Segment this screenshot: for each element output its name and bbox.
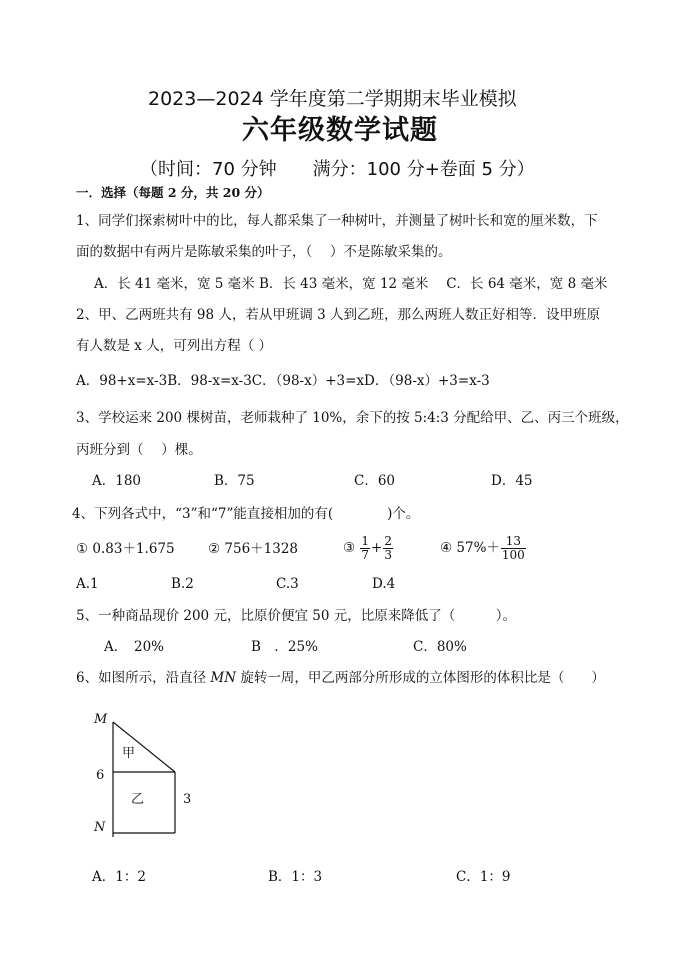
q6-line1-mn: MN: [210, 670, 237, 686]
q4-item3-f2-den: 3: [384, 548, 392, 562]
q5-option-b: B ．25%: [251, 639, 318, 655]
exam-main-title: 六年级数学试题: [242, 115, 438, 146]
figure-label-n: N: [94, 820, 106, 835]
q3-option-c: C．60: [354, 473, 396, 489]
q6-option-c: C．1：9: [456, 869, 511, 885]
q4-item4-fraction: [501, 535, 526, 562]
q4-item4-prefix: ④ 57%＋: [440, 540, 500, 556]
q2-options: A．98+x=x-3B．98-x=x-3C．（98-x）+3=xD．（98-x）+3=x-3: [76, 373, 490, 389]
q4-option-b: B.2: [171, 576, 194, 592]
q4-item2: ② 756＋1328: [208, 541, 299, 557]
q5-option-a: A． 20%: [104, 639, 165, 655]
q4-line1: 4、下列各式中，“3”和“7”能直接相加的有( )个。: [72, 506, 420, 522]
q5-option-c: C．80%: [413, 639, 467, 655]
figure-label-3: 3: [183, 792, 192, 807]
q4-item3-f1-den: 7: [361, 548, 370, 562]
exam-year-title: 2023—2024 学年度第二学期期末毕业模拟: [148, 88, 517, 110]
q4-item4-den: 100: [501, 548, 525, 562]
q4-item3-op: +: [371, 540, 383, 556]
q4-option-c: C.3: [276, 576, 299, 592]
q4-item3-fraction1: [360, 535, 370, 562]
q4-option-d: D.4: [372, 576, 396, 592]
q4-item1: ① 0.83＋1.675: [76, 541, 175, 557]
figure-label-jia: 甲: [122, 746, 136, 761]
q6-figure: [86, 712, 206, 845]
q3-line1: 3、学校运来 200 棵树苗，老师栽种了 10%，余下的按 5:4:3 分配给甲、乙、丙三个班级，: [76, 410, 629, 426]
q4-item3-f1-num: 1: [361, 534, 370, 548]
q4-item4: [440, 530, 527, 566]
q4-item3-fraction2: [383, 535, 393, 562]
q3-option-d: D．45: [491, 473, 533, 489]
q3-option-a: A．180: [92, 473, 142, 489]
figure-label-yi: 乙: [131, 792, 145, 807]
q4-item4-num: 13: [501, 535, 526, 549]
figure-label-6: 6: [96, 768, 105, 783]
section-heading: 一．选择（每题 2 分，共 20 分）: [76, 185, 270, 200]
q6-option-a: A．1：2: [92, 869, 146, 885]
q6-line1-a: 6、如图所示，沿直径: [76, 670, 211, 686]
q1-options: A．长 41 毫米，宽 5 毫米 B．长 43 毫米，宽 12 毫米 C．长 64 毫米，宽 8 毫米: [94, 276, 608, 292]
q1-line2: 面的数据中有两片是陈敏采集的叶子，（ ）不是陈敏采集的。: [76, 244, 452, 260]
q2-line1: 2、甲、乙两班共有 98 人，若从甲班调 3 人到乙班，那么两班人数正好相等．设甲班原: [76, 307, 601, 323]
q4-item3-prefix: ③: [343, 540, 356, 556]
exam-time-score: （时间：70 分钟 满分：100 分+卷面 5 分）: [140, 159, 535, 180]
figure-label-m: M: [94, 712, 108, 727]
q1-line1: 1、同学们探索树叶中的比，每人都采集了一种树叶，并测量了树叶长和宽的厘米数，下: [76, 213, 598, 229]
q4-item3-f2-num: 2: [384, 534, 392, 548]
q4-option-a: A.1: [76, 576, 99, 592]
q5-line1: 5、一种商品现价 200 元，比原价便宜 50 元，比原来降低了（ ）。: [76, 608, 516, 624]
q6-option-b: B．1：3: [268, 869, 323, 885]
q6-line1-b: 旋转一周，甲乙两部分所形成的立体图形的体积比是（ ）: [236, 670, 605, 686]
q4-item3: [343, 530, 394, 566]
q6-line1: [76, 669, 605, 687]
q3-line2: 丙班分到（ ）棵。: [76, 442, 202, 458]
q2-line2: 有人数是 x 人，可列出方程（ ）: [76, 338, 272, 354]
q3-option-b: B．75: [214, 473, 255, 489]
